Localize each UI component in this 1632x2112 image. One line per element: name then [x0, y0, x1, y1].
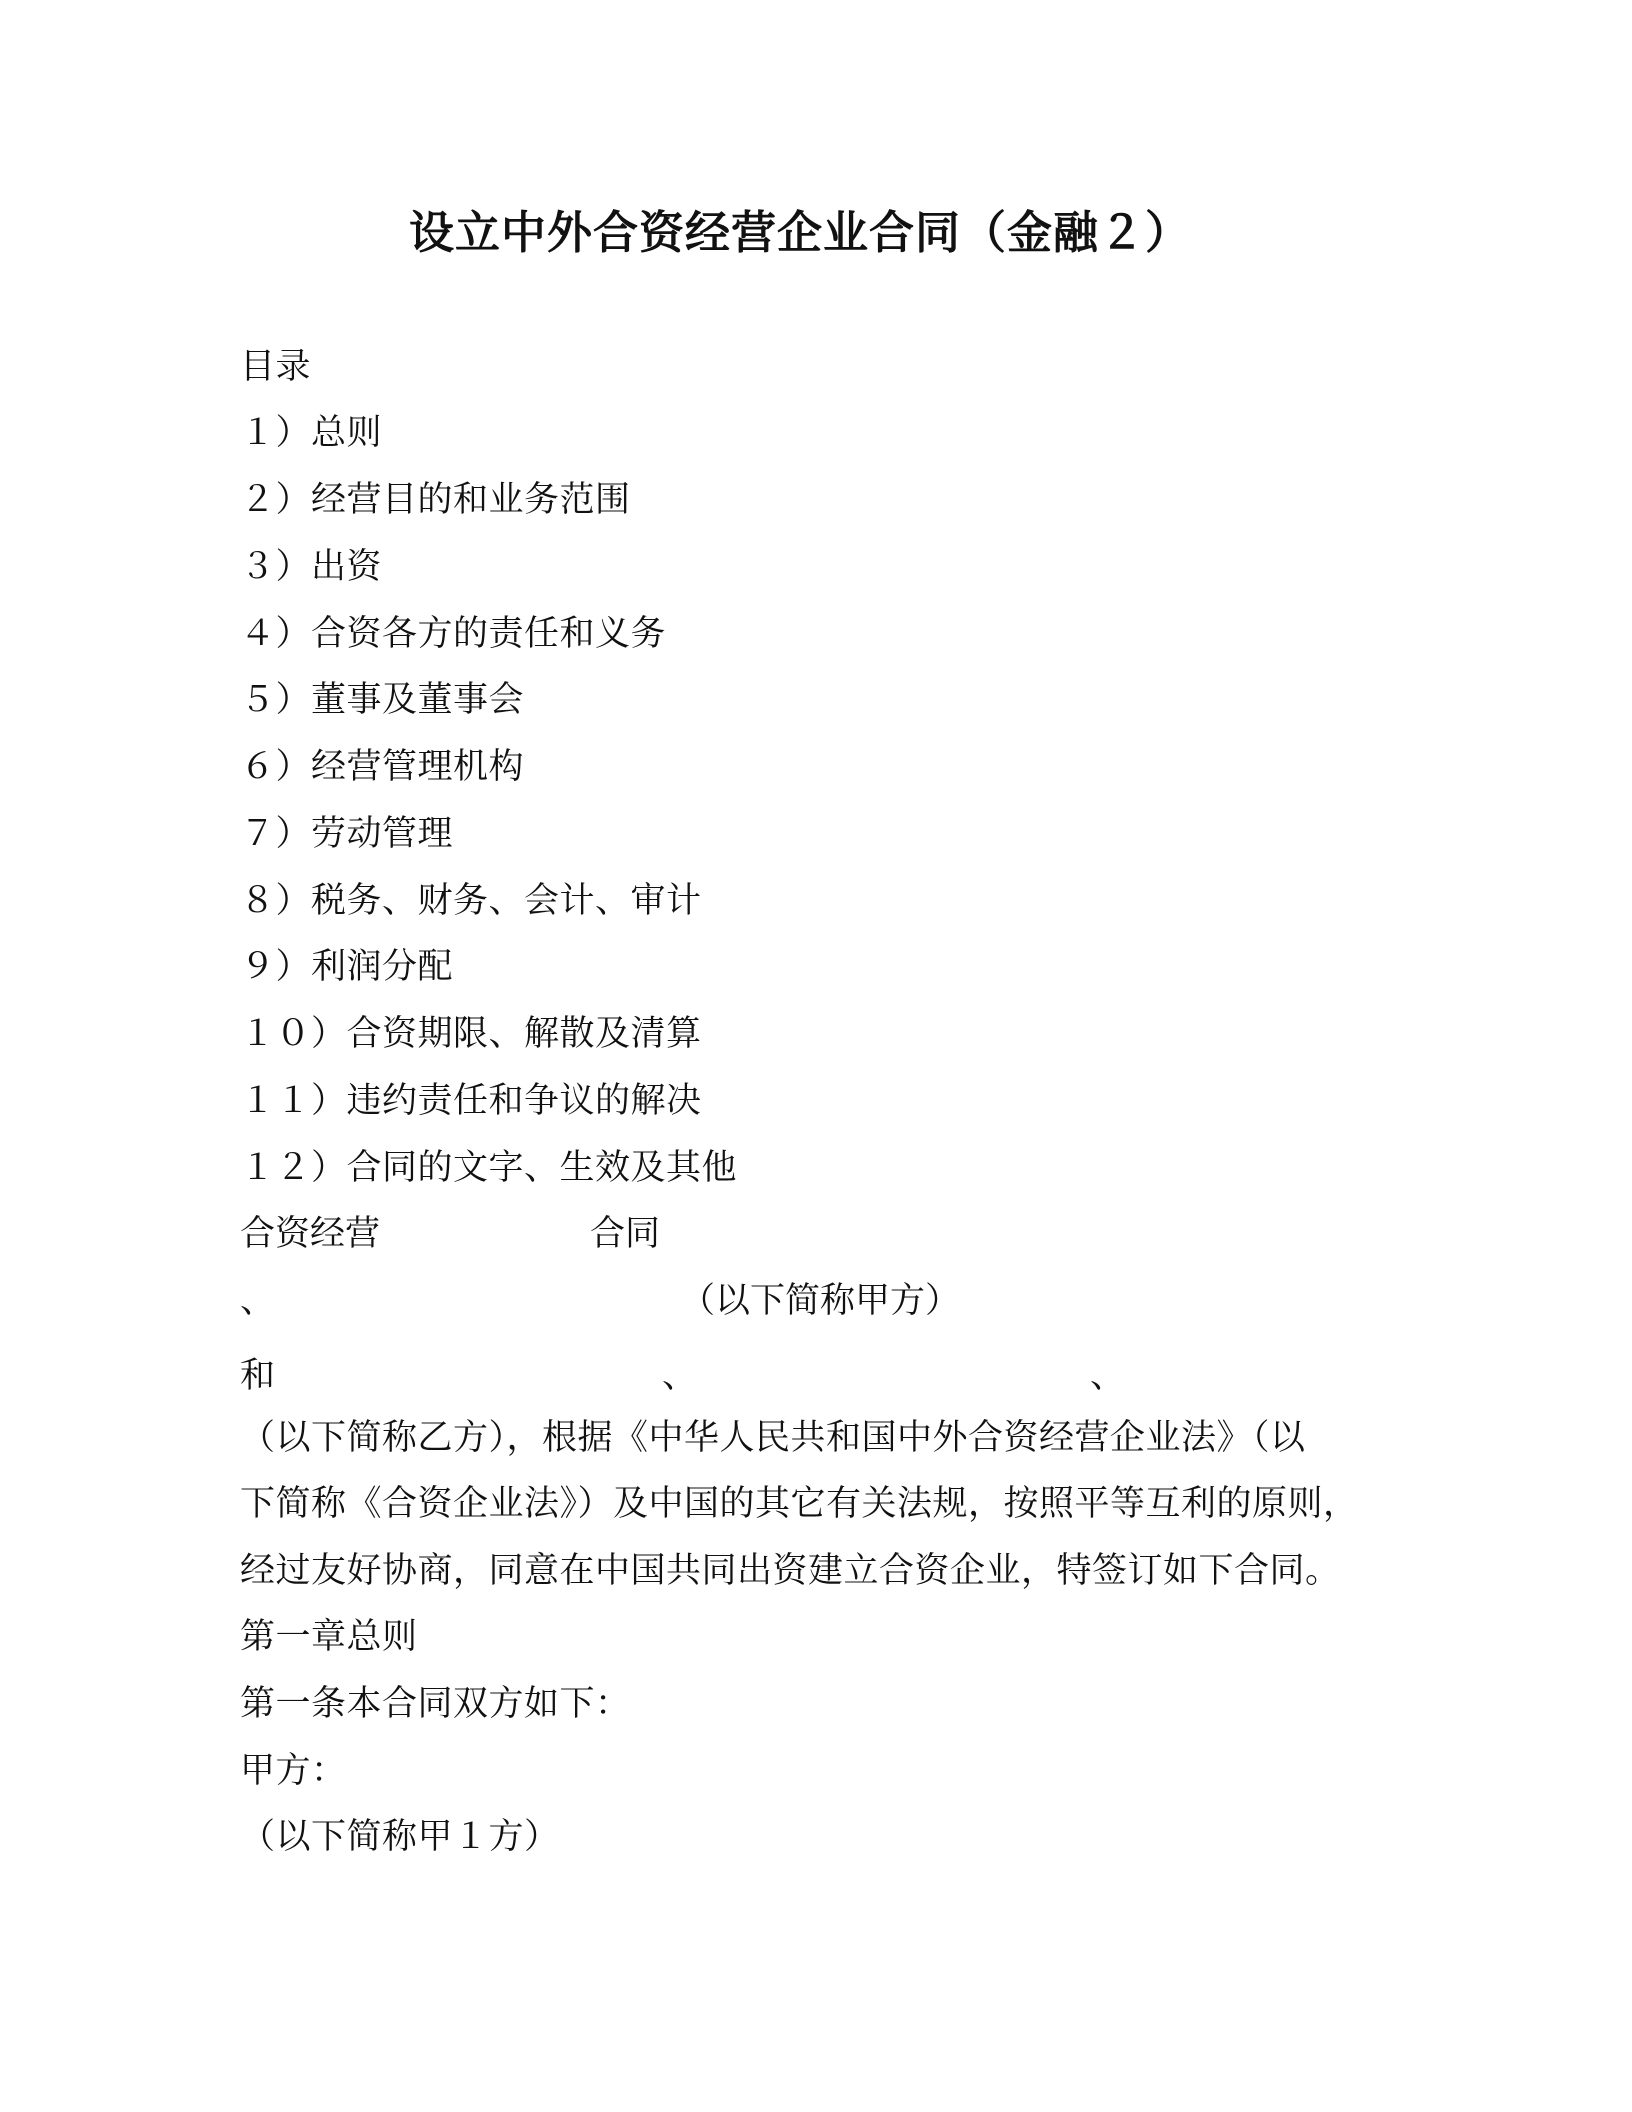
toc-item: ８）税务、财务、会计、审计	[240, 881, 702, 921]
document-title: 设立中外合资经营企业合同（金融２）	[408, 206, 1191, 259]
party-b-comma-1: 、	[662, 1356, 698, 1396]
toc-item: ９）利润分配	[240, 947, 454, 987]
toc-item: １１）违约责任和争议的解决	[240, 1081, 702, 1121]
toc-item: １）总则	[240, 413, 383, 453]
toc-item: ４）合资各方的责任和义务	[240, 614, 667, 654]
toc-item: ２）经营目的和业务范围	[240, 480, 631, 520]
party-a-abbrev: （以下简称甲方）	[680, 1281, 961, 1321]
toc-item: ３）出资	[240, 547, 383, 587]
chapter-1-title: 第一章总则	[240, 1617, 418, 1657]
party-a-label: 甲方：	[240, 1751, 347, 1791]
toc-item: １０）合资期限、解散及清算	[240, 1014, 702, 1054]
preamble-line: （以下简称乙方），根据《中华人民共和国中外合资经营企业法》（以	[240, 1418, 1306, 1458]
preamble-line: 经过友好协商，同意在中国共同出资建立合资企业，特签订如下合同。	[240, 1551, 1341, 1591]
party-b-and: 和	[240, 1356, 276, 1396]
party-b-comma-2: 、	[1090, 1356, 1126, 1396]
toc-item: ７）劳动管理	[240, 814, 454, 854]
contract-header-right: 合同	[590, 1214, 661, 1254]
toc-item: ６）经营管理机构	[240, 747, 525, 787]
toc-item: ５）董事及董事会	[240, 680, 525, 720]
party-a-comma: 、	[240, 1281, 276, 1321]
preamble-line: 下简称《合资企业法》）及中国的其它有关法规，按照平等互利的原则，	[240, 1484, 1359, 1524]
toc-item: １２）合同的文字、生效及其他	[240, 1148, 738, 1188]
toc-heading: 目录	[240, 347, 312, 387]
article-1-title: 第一条本合同双方如下：	[240, 1684, 631, 1724]
party-a1-abbrev: （以下简称甲１方）	[240, 1817, 560, 1857]
contract-header-left: 合资经营	[240, 1214, 381, 1254]
